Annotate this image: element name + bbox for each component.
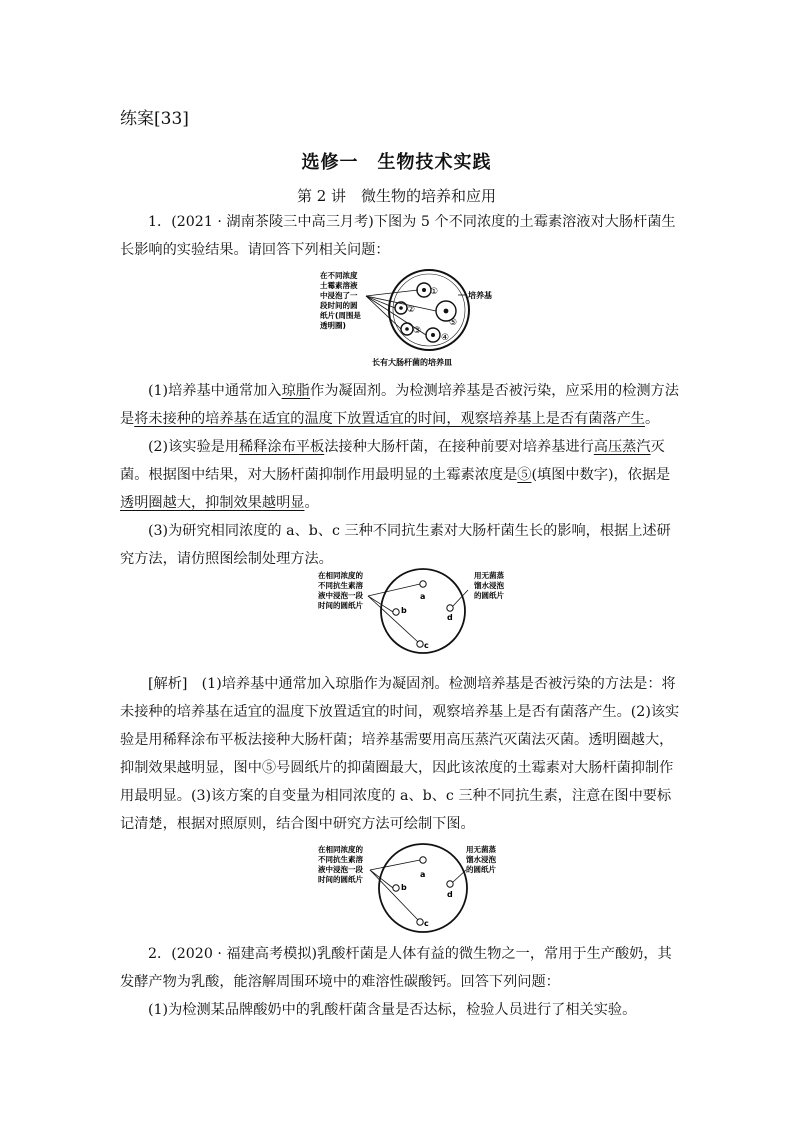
analysis: [解析] (1)培养基中通常加入琼脂作为凝固剂。检测培养基是否被污染的方法是：将未接种的培养基在适宜的温度下放置适宜的时间，观察培养基上是否有菌落产生。(2)该实验是用稀释涂布平板法接种大肠杆菌；培养基需要用高压蒸汽灭菌法灭菌。透明圈越大，抑制效果越明显，图中⑤号圆纸片的抑菌圈最大，因此该浓度的土霉素对大肠杆菌抑制作用最明显。(3)该方案的自变量为相同浓度的 a、b、c 三种不同抗生素，注意在图中要标记清楚，根据对照原则，结合图中研究方法可绘制下图。 (120, 676, 680, 832)
fig3-left-label-3: 时间的圆纸片 (318, 875, 363, 884)
fig2-right-label-2: 的圆纸片 (474, 591, 504, 600)
fig1-left-label-3: 段时间的圆 (320, 301, 358, 310)
fig1-num-3: ③ (413, 326, 422, 336)
fig3-letter-b: b (401, 883, 407, 892)
fig1-num-4: ④ (441, 333, 450, 343)
question-1-part-2: (2)该实验是用稀释涂布平板法接种大肠杆菌，在接种前要对培养基进行高压蒸汽灭菌。根据图中结果，对大肠杆菌抑制作用最明显的土霉素浓度是⑤(填图中数字)，依据是透明圈越大，抑制效果越明显。 (120, 439, 671, 511)
answer-sterilization: 高压蒸汽 (593, 439, 651, 455)
answer-reason: 透明圈越大，抑制效果越明显 (120, 495, 305, 511)
question-1-part-3: (3)为研究相同浓度的 a、b、c 三种不同抗生素对大肠杆菌生长的影响，根据上述研究方法，请仿照图绘制处理方法。 (120, 523, 671, 567)
figure-antibiotic-discs (316, 568, 516, 658)
fig1-left-label-4: 纸片(周围是 (320, 311, 361, 320)
answer-plating-method: 稀释涂布平板 (239, 439, 325, 455)
answer-agar: 琼脂 (281, 383, 310, 399)
fig1-num-5: ⑤ (449, 318, 458, 328)
question-2-part-1: (1)为检测某品牌酸奶中的乳酸杆菌含量是否达标，检验人员进行了相关实验。 (148, 1002, 637, 1018)
fig3-letter-d: d (447, 890, 453, 899)
fig3-right-label-2: 的圆纸片 (466, 865, 496, 874)
fig1-num-1: ① (430, 287, 439, 297)
figure-answer-drawing (316, 840, 516, 935)
fig1-caption: 长有大肠杆菌的培养皿 (372, 358, 452, 367)
question-1-stem: 1．(2021 · 湖南茶陵三中高三月考)下图为 5 个不同浓度的土霉素溶液对大肠杆菌生长影响的实验结果。请回答下列相关问题： (120, 214, 676, 258)
fig1-left-label-2: 中浸泡了一 (320, 291, 358, 300)
answer-detection-method: 将未接种的培养基在适宜的温度下放置适宜的时间，观察培养基上是否有菌落产生 (134, 411, 645, 427)
question-2-stem: 2．(2020 · 福建高考模拟)乳酸杆菌是人体有益的微生物之一，常用于生产酸奶，其发酵产物为乳酸，能溶解周围环境中的难溶性碳酸钙。回答下列问题： (120, 946, 672, 990)
fig3-left-label-0: 在相同浓度的 (318, 845, 363, 854)
fig3-left-label-1: 不同抗生素溶 (318, 855, 363, 864)
fig2-right-label-1: 馏水浸泡 (474, 581, 504, 590)
fig2-right-label-0: 用无菌蒸 (474, 571, 504, 580)
fig2-letter-a: a (420, 592, 426, 601)
lesson-code: 练案[33] (120, 109, 189, 129)
fig1-left-label-5: 透明圈) (320, 321, 346, 330)
sub-title: 第 2 讲 微生物的培养和应用 (296, 187, 497, 205)
fig1-num-2: ② (407, 305, 416, 315)
fig1-left-label-1: 土霉素溶液 (320, 281, 358, 290)
fig2-left-label-2: 液中浸泡一段 (318, 591, 363, 600)
fig1-left-label-0: 在不同浓度 (320, 271, 358, 280)
fig2-letter-d: d (447, 613, 453, 622)
fig2-left-label-0: 在相同浓度的 (318, 571, 363, 580)
fig3-right-label-0: 用无菌蒸 (466, 845, 496, 854)
question-1-part-1: (1)培养基中通常加入琼脂作为凝固剂。为检测培养基是否被污染，应采用的检测方法是将未接种的培养基在适宜的温度下放置适宜的时间，观察培养基上是否有菌落产生。 (120, 383, 679, 427)
figure-petri-dish-tetracycline (318, 268, 518, 372)
main-title: 选修一 生物技术实践 (301, 152, 492, 173)
fig3-letter-a: a (420, 870, 426, 879)
fig2-letter-c: c (424, 641, 429, 650)
fig2-left-label-3: 时间的圆纸片 (318, 601, 363, 610)
fig3-left-label-2: 液中浸泡一段 (318, 865, 363, 874)
answer-concentration: ⑤ (517, 467, 532, 483)
fig3-right-label-1: 馏水浸泡 (466, 855, 496, 864)
fig3-letter-c: c (424, 919, 429, 928)
fig2-left-label-1: 不同抗生素溶 (318, 581, 363, 590)
fig2-letter-b: b (401, 606, 407, 615)
fig1-right-label: 培养基 (468, 291, 492, 300)
